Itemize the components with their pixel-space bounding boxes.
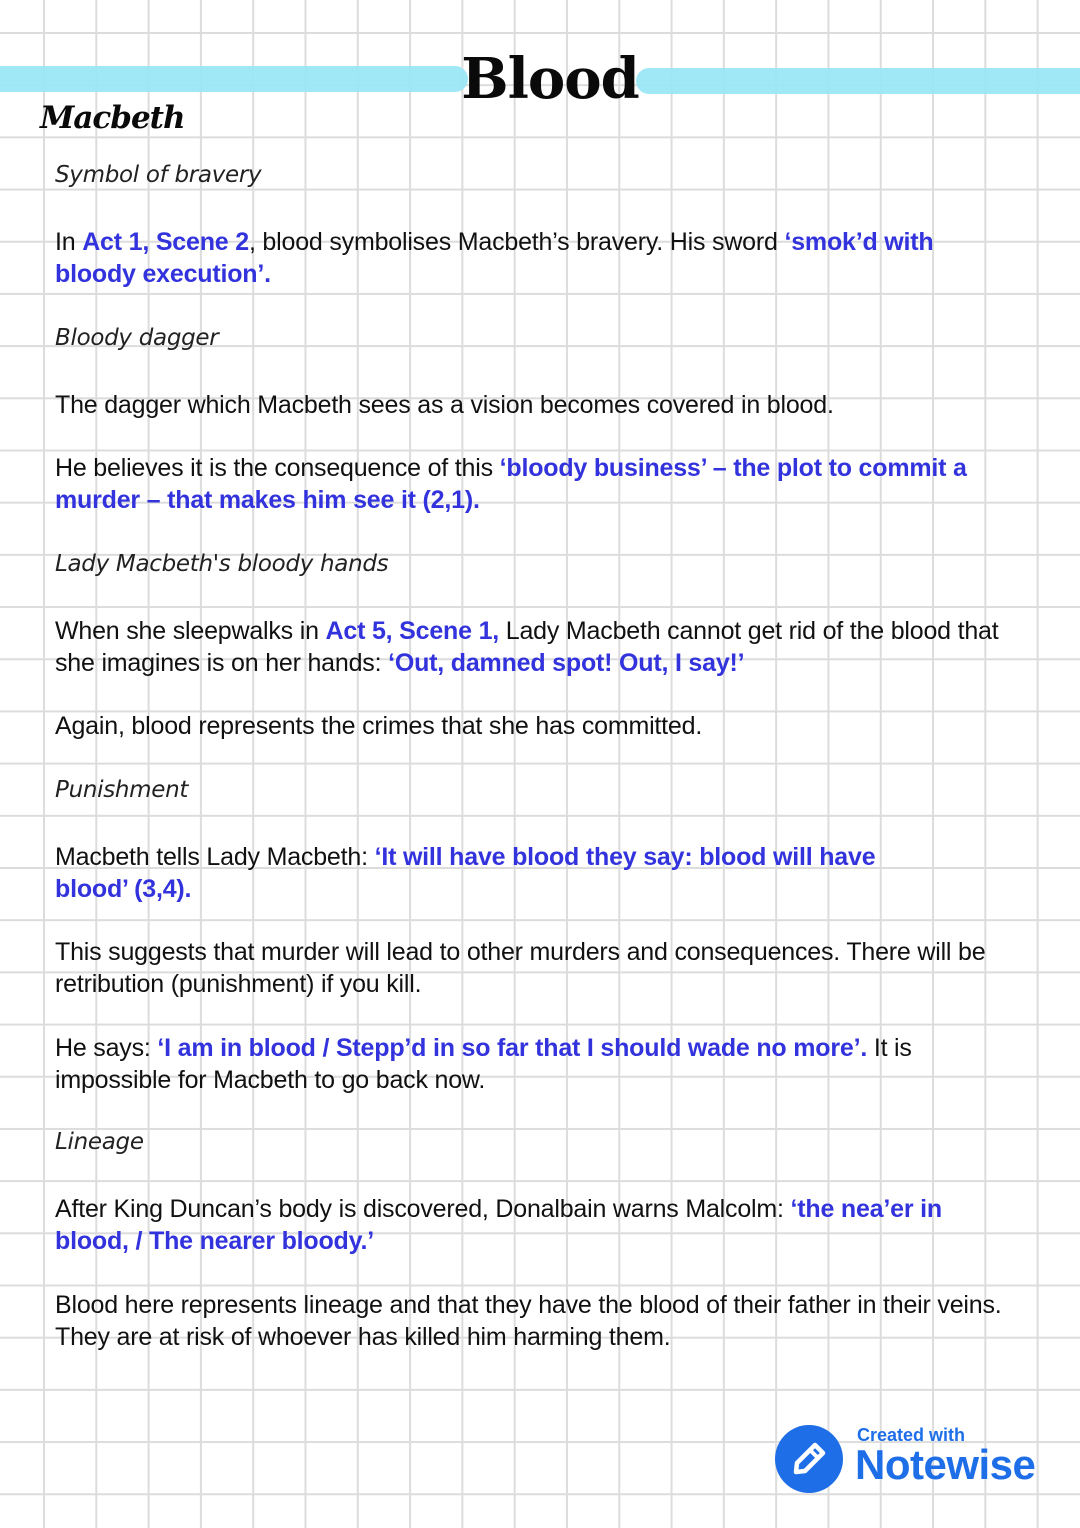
paragraph: He believes it is the consequence of this ‘bloody business’ – the plot to commit a murder – that makes him see it (2,1). — [55, 454, 967, 514]
paragraph: This suggests that murder will lead to other murders and consequences. There will be retribution (punishment) if you kill. — [55, 938, 986, 998]
paragraph: Macbeth tells Lady Macbeth: ‘It will have blood they say: blood will have blood’ (3,4). — [55, 843, 876, 903]
section-heading-dagger: Bloody dagger — [55, 325, 219, 351]
paragraph: When she sleepwalks in Act 5, Scene 1, Lady Macbeth cannot get rid of the blood that she imagines is on her hands: ‘Out, damned spot! Out, I say!’ — [55, 617, 999, 677]
paragraph: The dagger which Macbeth sees as a vision becomes covered in blood. — [55, 391, 834, 419]
section-heading-bravery: Symbol of bravery — [55, 162, 262, 188]
section-heading-hands: Lady Macbeth's bloody hands — [55, 551, 389, 577]
paragraph: In Act 1, Scene 2, blood symbolises Macbeth’s bravery. His sword ‘smok’d with bloody execution’. — [55, 228, 934, 288]
section-heading-punishment: Punishment — [55, 777, 189, 803]
paragraph: Blood here represents lineage and that they have the blood of their father in their veins. They are at risk of whoever has killed him harming them. — [55, 1291, 1002, 1351]
notewise-watermark — [775, 1425, 1055, 1495]
brand-name: Notewise — [855, 1441, 1036, 1488]
paragraph: He says: ‘I am in blood / Stepp’d in so far that I should wade no more’. It is impossible for Macbeth to go back now. — [55, 1034, 912, 1094]
pencil-icon — [775, 1425, 843, 1493]
section-heading-lineage: Lineage — [55, 1129, 144, 1155]
paragraph: After King Duncan’s body is discovered, Donalbain warns Malcolm: ‘the nea’er in blood, / The nearer bloody.’ — [55, 1195, 942, 1255]
created-with-label: Created with — [857, 1425, 966, 1445]
page-title: Blood — [461, 46, 639, 112]
subject-title: Macbeth — [40, 100, 185, 136]
paragraph: Again, blood represents the crimes that she has committed. — [55, 712, 703, 740]
